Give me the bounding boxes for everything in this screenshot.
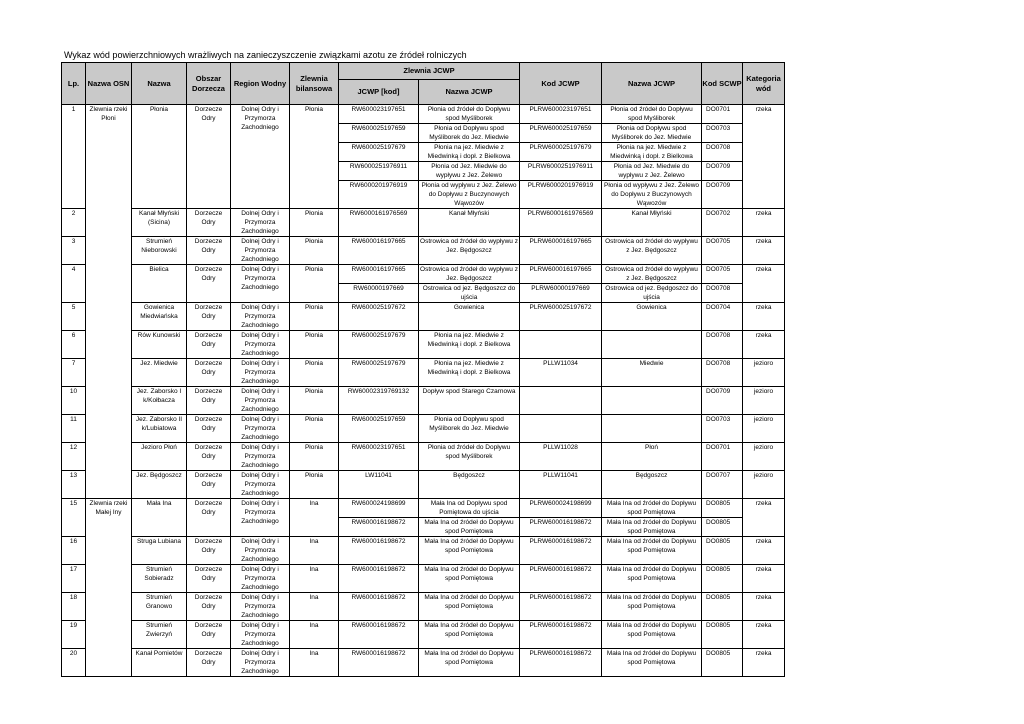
cell-kod-jcwp: PLRW6000251976911 <box>520 162 602 181</box>
cell-kod-scwp: DO0805 <box>702 621 743 649</box>
group-zlewnia-bilansowa: Ina <box>290 621 339 649</box>
cell-kod-scwp: DO0805 <box>702 565 743 593</box>
group-region-wodny: Dolnej Odry i Przymorza Zachodniego <box>231 209 290 237</box>
header-jcwp-kod: JCWP [kod] <box>339 80 419 105</box>
group-region-wodny: Dolnej Odry i Przymorza Zachodniego <box>231 649 290 677</box>
group-zlewnia-bilansowa: Ina <box>290 537 339 565</box>
group-obszar-dorzecza: Dorzecze Odry <box>187 649 231 677</box>
group-kategoria-wod: rzeka <box>743 265 785 303</box>
cell-nazwa-jcwp: Miedwie <box>602 359 702 387</box>
group-region-wodny: Dolnej Odry i Przymorza Zachodniego <box>231 303 290 331</box>
group-region-wodny: Dolnej Odry i Przymorza Zachodniego <box>231 265 290 303</box>
group-nazwa: Kanał Pomietów <box>132 649 187 677</box>
cell-zlewnia-nazwa-jcwp: Płonia od Dopływu spod Myśliborek do Jez. Miedwie <box>419 124 520 143</box>
group-nazwa: Gowienica Miedwiańska <box>132 303 187 331</box>
group-region-wodny: Dolnej Odry i Przymorza Zachodniego <box>231 471 290 499</box>
group-nazwa-osn: Zlewnia rzeki Małej Iny <box>86 499 132 677</box>
group-obszar-dorzecza: Dorzecze Odry <box>187 443 231 471</box>
group-nazwa: Rów Kunowski <box>132 331 187 359</box>
cell-nazwa-jcwp: Mała Ina od źródeł do Dopływu spod Pomiętowa <box>602 621 702 649</box>
cell-kod-scwp: DO0705 <box>702 237 743 265</box>
cell-kod-jcwp: PLRW600025197679 <box>520 143 602 162</box>
cell-zlewnia-nazwa-jcwp: Mała Ina od źródeł do Dopływu spod Pomiętowa <box>419 518 520 537</box>
cell-jcwp-kod: RW600025197659 <box>339 415 419 443</box>
group-kategoria-wod: rzeka <box>743 105 785 209</box>
group-zlewnia-bilansowa: Płonia <box>290 359 339 387</box>
group-obszar-dorzecza: Dorzecze Odry <box>187 471 231 499</box>
cell-jcwp-kod: RW600016197665 <box>339 265 419 284</box>
header-obszar-dorzecza: Obszar Dorzecza <box>187 63 231 105</box>
group-lp: 12 <box>62 443 86 471</box>
cell-zlewnia-nazwa-jcwp: Mała Ina od źródeł do Dopływu spod Pomiętowa <box>419 649 520 677</box>
group-lp: 6 <box>62 331 86 359</box>
cell-kod-jcwp <box>520 387 602 415</box>
group-obszar-dorzecza: Dorzecze Odry <box>187 237 231 265</box>
group-obszar-dorzecza: Dorzecze Odry <box>187 499 231 537</box>
cell-kod-scwp: DO0704 <box>702 303 743 331</box>
cell-zlewnia-nazwa-jcwp: Płonia od Jez. Miedwie do wypływu z Jez. Żelewo <box>419 162 520 181</box>
group-region-wodny: Dolnej Odry i Przymorza Zachodniego <box>231 105 290 209</box>
cell-kod-scwp: DO0707 <box>702 471 743 499</box>
group-lp: 17 <box>62 565 86 593</box>
cell-jcwp-kod: RW600025197679 <box>339 331 419 359</box>
group-lp: 7 <box>62 359 86 387</box>
cell-jcwp-kod: RW6000201976919 <box>339 181 419 209</box>
group-obszar-dorzecza: Dorzecze Odry <box>187 593 231 621</box>
group-obszar-dorzecza: Dorzecze Odry <box>187 265 231 303</box>
cell-nazwa-jcwp: Mała Ina od źródeł do Dopływu spod Pomiętowa <box>602 565 702 593</box>
water-bodies-table <box>61 62 785 677</box>
group-zlewnia-bilansowa: Płonia <box>290 387 339 415</box>
cell-kod-scwp: DO0702 <box>702 209 743 237</box>
cell-kod-scwp: DO0709 <box>702 162 743 181</box>
cell-nazwa-jcwp: Ostrowica od jez. Będgoszcz do ujścia <box>602 284 702 303</box>
cell-nazwa-jcwp: Płonia od źródeł do Dopływu spod Myśliborek <box>602 105 702 124</box>
group-lp: 2 <box>62 209 86 237</box>
cell-kod-jcwp <box>520 331 602 359</box>
group-zlewnia-bilansowa: Płonia <box>290 303 339 331</box>
cell-kod-scwp: DO0708 <box>702 284 743 303</box>
group-nazwa: Bielica <box>132 265 187 303</box>
group-lp: 1 <box>62 105 86 209</box>
cell-kod-scwp: DO0708 <box>702 359 743 387</box>
table-row <box>62 359 785 387</box>
group-kategoria-wod: rzeka <box>743 593 785 621</box>
cell-kod-scwp: DO0705 <box>702 265 743 284</box>
group-obszar-dorzecza: Dorzecze Odry <box>187 209 231 237</box>
group-lp: 11 <box>62 415 86 443</box>
group-lp: 20 <box>62 649 86 677</box>
group-nazwa: Jez. Zaborsko II k/Lubiatowa <box>132 415 187 443</box>
table-row <box>62 387 785 415</box>
page-title: Wykaz wód powierzchniowych wrażliwych na zanieczyszczenie związkami azotu ze źródeł rolniczych <box>64 50 467 60</box>
group-obszar-dorzecza: Dorzecze Odry <box>187 415 231 443</box>
cell-nazwa-jcwp: Płonia od wypływu z Jez. Żelewo do Dopływu z Buczynowych Wąwozów <box>602 181 702 209</box>
group-nazwa: Strumień Nieborowski <box>132 237 187 265</box>
cell-kod-jcwp: PLRW600023197651 <box>520 105 602 124</box>
group-zlewnia-bilansowa: Ina <box>290 499 339 537</box>
group-kategoria-wod: rzeka <box>743 303 785 331</box>
group-kategoria-wod: rzeka <box>743 649 785 677</box>
group-zlewnia-bilansowa: Ina <box>290 593 339 621</box>
cell-kod-scwp: DO0805 <box>702 649 743 677</box>
table-row <box>62 499 785 518</box>
cell-jcwp-kod: RW600023197651 <box>339 443 419 471</box>
header-zlewnia-jcwp: Zlewnia JCWP <box>339 63 520 80</box>
cell-jcwp-kod: RW600025197659 <box>339 124 419 143</box>
cell-kod-jcwp: PLRW600016198672 <box>520 621 602 649</box>
cell-nazwa-jcwp <box>602 387 702 415</box>
group-zlewnia-bilansowa: Płonia <box>290 443 339 471</box>
cell-nazwa-jcwp: Płoń <box>602 443 702 471</box>
group-lp: 13 <box>62 471 86 499</box>
table-row <box>62 537 785 565</box>
cell-nazwa-jcwp: Płonia od Dopływu spod Myśliborek do Jez. Miedwie <box>602 124 702 143</box>
group-kategoria-wod: rzeka <box>743 621 785 649</box>
table-row <box>62 331 785 359</box>
cell-kod-jcwp: PLRW600024198699 <box>520 499 602 518</box>
group-nazwa: Kanał Młyński (Sicina) <box>132 209 187 237</box>
cell-kod-jcwp: PLRW600016198672 <box>520 518 602 537</box>
group-kategoria-wod: rzeka <box>743 537 785 565</box>
cell-kod-scwp: DO0709 <box>702 387 743 415</box>
cell-nazwa-jcwp: Mała Ina od źródeł do Dopływu spod Pomiętowa <box>602 649 702 677</box>
cell-kod-scwp: DO0701 <box>702 105 743 124</box>
cell-kod-jcwp: PLRW600025197672 <box>520 303 602 331</box>
group-region-wodny: Dolnej Odry i Przymorza Zachodniego <box>231 537 290 565</box>
group-region-wodny: Dolnej Odry i Przymorza Zachodniego <box>231 387 290 415</box>
header-nazwa-osn: Nazwa OSN <box>86 63 132 105</box>
cell-kod-jcwp: PLRW600016198672 <box>520 565 602 593</box>
header-kategoria-wod: Kategoria wód <box>743 63 785 105</box>
group-region-wodny: Dolnej Odry i Przymorza Zachodniego <box>231 621 290 649</box>
group-obszar-dorzecza: Dorzecze Odry <box>187 303 231 331</box>
cell-kod-jcwp <box>520 415 602 443</box>
group-region-wodny: Dolnej Odry i Przymorza Zachodniego <box>231 415 290 443</box>
header-region-wodny: Region Wodny <box>231 63 290 105</box>
table-body <box>62 105 785 677</box>
group-region-wodny: Dolnej Odry i Przymorza Zachodniego <box>231 331 290 359</box>
group-nazwa: Strumień Sobieradz <box>132 565 187 593</box>
cell-nazwa-jcwp: Ostrowica od źródeł do wypływu z Jez. Będgoszcz <box>602 237 702 265</box>
cell-jcwp-kod: RW6000251976911 <box>339 162 419 181</box>
group-nazwa: Płonia <box>132 105 187 209</box>
cell-zlewnia-nazwa-jcwp: Mała Ina od źródeł do Dopływu spod Pomiętowa <box>419 621 520 649</box>
group-region-wodny: Dolnej Odry i Przymorza Zachodniego <box>231 499 290 537</box>
group-kategoria-wod: jezioro <box>743 443 785 471</box>
cell-jcwp-kod: RW600016197665 <box>339 237 419 265</box>
table-row <box>62 649 785 677</box>
group-zlewnia-bilansowa: Płonia <box>290 415 339 443</box>
group-region-wodny: Dolnej Odry i Przymorza Zachodniego <box>231 443 290 471</box>
cell-kod-scwp: DO0805 <box>702 593 743 621</box>
group-obszar-dorzecza: Dorzecze Odry <box>187 331 231 359</box>
cell-zlewnia-nazwa-jcwp: Płonia na jez. Miedwie z Miedwinką i dopł. z Bielkowa <box>419 143 520 162</box>
cell-zlewnia-nazwa-jcwp: Płonia na jez. Miedwie z Miedwinką i dopł. z Bielkowa <box>419 359 520 387</box>
cell-zlewnia-nazwa-jcwp: Płonia od Dopływu spod Myśliborek do Jez. Miedwie <box>419 415 520 443</box>
cell-kod-jcwp: PLRW600016197665 <box>520 265 602 284</box>
table-row <box>62 415 785 443</box>
cell-kod-scwp: DO0703 <box>702 124 743 143</box>
cell-jcwp-kod: RW600025197679 <box>339 143 419 162</box>
cell-jcwp-kod: RW600016198672 <box>339 565 419 593</box>
group-nazwa: Jez. Zaborsko I k/Kołbacza <box>132 387 187 415</box>
cell-zlewnia-nazwa-jcwp: Płonia od źródeł do Dopływu spod Myśliborek <box>419 443 520 471</box>
cell-kod-jcwp: PLRW60000197669 <box>520 284 602 303</box>
cell-jcwp-kod: RW600025197679 <box>339 359 419 387</box>
cell-kod-scwp: DO0703 <box>702 415 743 443</box>
cell-jcwp-kod: LW11041 <box>339 471 419 499</box>
group-nazwa: Mała Ina <box>132 499 187 537</box>
table-row <box>62 237 785 265</box>
table-row <box>62 471 785 499</box>
group-zlewnia-bilansowa: Płonia <box>290 331 339 359</box>
group-kategoria-wod: rzeka <box>743 237 785 265</box>
group-zlewnia-bilansowa: Płonia <box>290 209 339 237</box>
cell-kod-scwp: DO0708 <box>702 143 743 162</box>
cell-zlewnia-nazwa-jcwp: Mała Ina od źródeł do Dopływu spod Pomiętowa <box>419 593 520 621</box>
group-lp: 10 <box>62 387 86 415</box>
cell-zlewnia-nazwa-jcwp: Ostrowica od źródeł do wypływu z Jez. Będgoszcz <box>420 266 518 282</box>
cell-kod-scwp: DO0805 <box>702 518 743 537</box>
group-nazwa: Jez. Miedwie <box>132 359 187 387</box>
cell-kod-jcwp: PLRW600016198672 <box>520 593 602 621</box>
group-lp: 5 <box>62 303 86 331</box>
cell-kod-scwp: DO0701 <box>702 443 743 471</box>
cell-zlewnia-nazwa-jcwp: Będgoszcz <box>419 471 520 499</box>
header-lp: Lp. <box>62 63 86 105</box>
cell-nazwa-jcwp: Mała Ina od źródeł do Dopływu spod Pomiętowa <box>602 499 702 518</box>
group-lp: 16 <box>62 537 86 565</box>
cell-jcwp-kod: RW600016198672 <box>339 621 419 649</box>
group-kategoria-wod: rzeka <box>743 499 785 537</box>
cell-nazwa-jcwp: Mała Ina od źródeł do Dopływu spod Pomiętowa <box>602 518 702 537</box>
cell-kod-jcwp: PLLW11041 <box>520 471 602 499</box>
group-region-wodny: Dolnej Odry i Przymorza Zachodniego <box>231 359 290 387</box>
cell-zlewnia-nazwa-jcwp: Mała Ina od źródeł do Dopływu spod Pomiętowa <box>419 565 520 593</box>
cell-zlewnia-nazwa-jcwp: Mała Ina od Dopływu spod Pomiętowa do ujścia <box>419 499 520 518</box>
table-row <box>62 303 785 331</box>
cell-nazwa-jcwp <box>602 331 702 359</box>
group-kategoria-wod: jezioro <box>743 415 785 443</box>
cell-kod-jcwp: PLRW600016197665 <box>520 237 602 265</box>
table-row <box>62 265 785 284</box>
cell-zlewnia-nazwa-jcwp: Dopływ spod Starego Czarnowa <box>419 387 520 415</box>
cell-kod-jcwp: PLLW11028 <box>520 443 602 471</box>
group-zlewnia-bilansowa: Ina <box>290 649 339 677</box>
cell-nazwa-jcwp <box>602 415 702 443</box>
group-obszar-dorzecza: Dorzecze Odry <box>187 565 231 593</box>
group-nazwa-osn: Zlewnia rzeki Płoni <box>86 105 132 499</box>
group-zlewnia-bilansowa: Płonia <box>290 265 339 303</box>
cell-kod-jcwp: PLRW6000161976569 <box>520 209 602 237</box>
group-obszar-dorzecza: Dorzecze Odry <box>187 359 231 387</box>
cell-nazwa-jcwp: Kanał Młyński <box>602 209 702 237</box>
cell-kod-jcwp: PLRW600016198672 <box>520 649 602 677</box>
cell-zlewnia-nazwa-jcwp: Ostrowica od źródeł do wypływu z Jez. Będgoszcz <box>419 237 520 265</box>
cell-zlewnia-nazwa-jcwp: Płonia od źródeł do Dopływu spod Myśliborek <box>419 105 520 124</box>
table-row <box>62 105 785 124</box>
cell-kod-scwp: DO0805 <box>702 499 743 518</box>
cell-nazwa-jcwp: Mała Ina od źródeł do Dopływu spod Pomiętowa <box>602 537 702 565</box>
group-nazwa: Strumień Zwierzyń <box>132 621 187 649</box>
cell-nazwa-jcwp: Ostrowica od źródeł do wypływu z Jez. Będgoszcz <box>602 265 702 284</box>
cell-zlewnia-nazwa-jcwp: Kanał Młyński <box>419 209 520 237</box>
header-zlewnia-nazwa-jcwp: Nazwa JCWP <box>419 80 520 105</box>
header-nazwa: Nazwa <box>132 63 187 105</box>
group-nazwa: Jez. Będgoszcz <box>132 471 187 499</box>
cell-jcwp-kod: RW600016198672 <box>339 649 419 677</box>
group-obszar-dorzecza: Dorzecze Odry <box>187 537 231 565</box>
group-nazwa: Strumień Granowo <box>132 593 187 621</box>
group-zlewnia-bilansowa: Płonia <box>290 105 339 209</box>
group-kategoria-wod: jezioro <box>743 471 785 499</box>
group-kategoria-wod: rzeka <box>743 565 785 593</box>
header-zlewnia-bilansowa: Zlewnia bilansowa <box>290 63 339 105</box>
cell-jcwp-kod: RW600016198672 <box>339 518 419 537</box>
group-kategoria-wod: jezioro <box>743 387 785 415</box>
group-nazwa: Jezioro Płoń <box>132 443 187 471</box>
table-row <box>62 621 785 649</box>
cell-jcwp-kod: RW600023197651 <box>339 105 419 124</box>
header-kod-jcwp: Kod JCWP <box>520 63 602 105</box>
cell-kod-jcwp: PLRW600025197659 <box>520 124 602 143</box>
table-row <box>62 443 785 471</box>
group-lp: 4 <box>62 265 86 303</box>
cell-jcwp-kod: RW600024198699 <box>339 499 419 518</box>
cell-jcwp-kod: RW60000197669 <box>339 284 419 303</box>
cell-jcwp-kod: RW600016198672 <box>339 537 419 565</box>
group-lp: 18 <box>62 593 86 621</box>
cell-jcwp-kod: RW60002319769132 <box>339 387 419 415</box>
group-kategoria-wod: rzeka <box>743 209 785 237</box>
cell-jcwp-kod: RW6000161976569 <box>339 209 419 237</box>
group-zlewnia-bilansowa: Płonia <box>290 237 339 265</box>
table-row <box>62 209 785 237</box>
group-kategoria-wod: rzeka <box>743 331 785 359</box>
cell-kod-jcwp: PLRW600016198672 <box>520 537 602 565</box>
cell-kod-scwp: DO0708 <box>702 331 743 359</box>
group-kategoria-wod: jezioro <box>743 359 785 387</box>
group-obszar-dorzecza: Dorzecze Odry <box>187 387 231 415</box>
group-nazwa: Struga Lubiana <box>132 537 187 565</box>
cell-zlewnia-nazwa-jcwp: Gowienica <box>419 303 520 331</box>
cell-kod-jcwp: PLLW11034 <box>520 359 602 387</box>
header-kod-scwp: Kod SCWP <box>702 63 743 105</box>
cell-jcwp-kod: RW600016198672 <box>339 593 419 621</box>
cell-nazwa-jcwp: Płonia na jez. Miedwie z Miedwinką i dopł. z Bielkowa <box>602 143 702 162</box>
cell-zlewnia-nazwa-jcwp: Mała Ina od źródeł do Dopływu spod Pomiętowa <box>419 537 520 565</box>
cell-nazwa-jcwp: Gowienica <box>602 303 702 331</box>
cell-nazwa-jcwp: Mała Ina od źródeł do Dopływu spod Pomiętowa <box>602 593 702 621</box>
group-region-wodny: Dolnej Odry i Przymorza Zachodniego <box>231 237 290 265</box>
group-lp: 15 <box>62 499 86 537</box>
cell-kod-scwp: DO0805 <box>702 537 743 565</box>
group-region-wodny: Dolnej Odry i Przymorza Zachodniego <box>231 565 290 593</box>
cell-nazwa-jcwp: Będgoszcz <box>602 471 702 499</box>
cell-jcwp-kod: RW600025197672 <box>339 303 419 331</box>
header-nazwa-jcwp: Nazwa JCWP <box>602 63 702 105</box>
cell-zlewnia-nazwa-jcwp: Płonia na jez. Miedwie z Miedwinką i dopł. z Bielkowa <box>419 331 520 359</box>
group-obszar-dorzecza: Dorzecze Odry <box>187 105 231 209</box>
group-region-wodny: Dolnej Odry i Przymorza Zachodniego <box>231 593 290 621</box>
cell-zlewnia-nazwa-jcwp: Płonia od wypływu z Jez. Żelewo do Dopływu z Buczynowych Wąwozów <box>419 181 520 209</box>
cell-nazwa-jcwp: Płonia od Jez. Miedwie do wypływu z Jez. Żelewo <box>602 162 702 181</box>
table-row <box>62 565 785 593</box>
cell-kod-scwp: DO0709 <box>702 181 743 209</box>
cell-zlewnia-nazwa-jcwp: Ostrowica od jez. Będgoszcz do ujścia <box>419 284 520 303</box>
group-lp: 19 <box>62 621 86 649</box>
group-zlewnia-bilansowa: Płonia <box>290 471 339 499</box>
cell-kod-jcwp: PLRW6000201976919 <box>520 181 602 209</box>
group-obszar-dorzecza: Dorzecze Odry <box>187 621 231 649</box>
group-lp: 3 <box>62 237 86 265</box>
group-zlewnia-bilansowa: Ina <box>290 565 339 593</box>
table-row <box>62 593 785 621</box>
